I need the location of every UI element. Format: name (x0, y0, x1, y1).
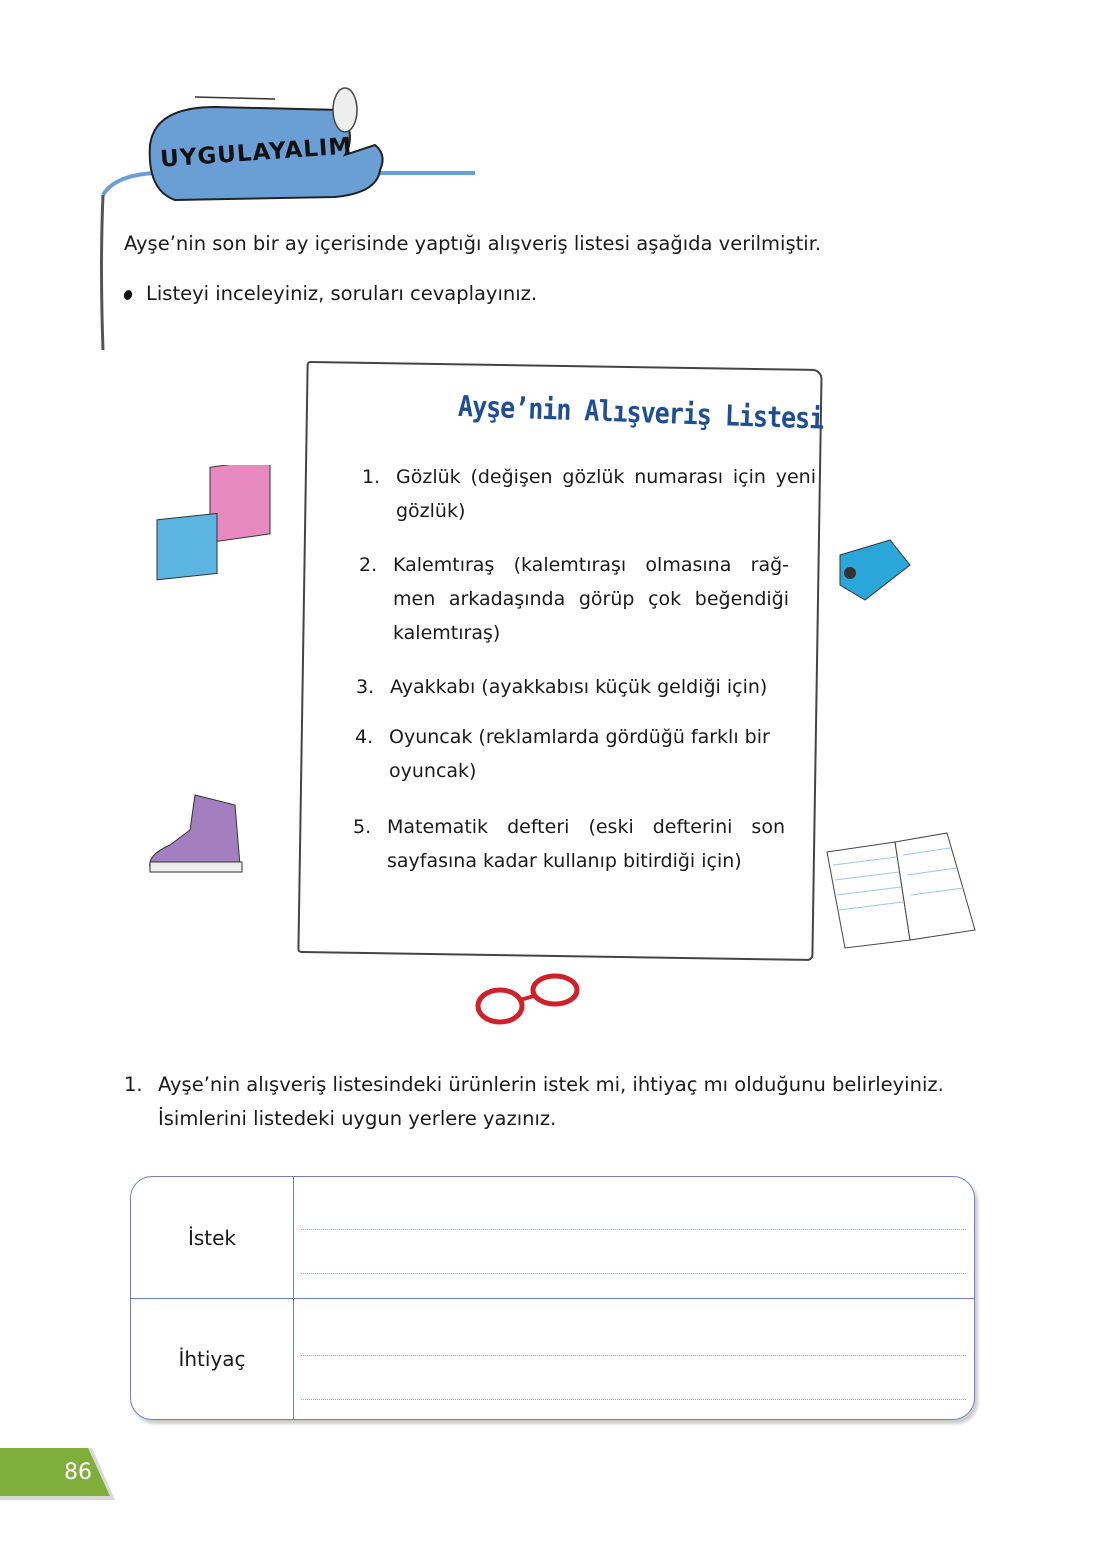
item-text: Gözlük (değişen gözlük numarası için yeni gözlük) (396, 466, 816, 522)
item-number: 1. (362, 466, 381, 488)
question-number: 1. (124, 1073, 143, 1096)
pencil-character-icon (333, 88, 357, 132)
sneaker-icon (145, 790, 250, 880)
writing-line[interactable] (301, 1399, 966, 1400)
question-1 (124, 1068, 988, 1136)
list-item (362, 460, 816, 528)
page-number: 86 (64, 1460, 92, 1485)
list-item (359, 548, 789, 650)
banner-graphic (95, 85, 485, 355)
item-text: Matematik defteri (eski defterini son sayfasına kadar kullanıp bitirdiği için) (387, 816, 785, 872)
sharpener-icon (835, 535, 915, 605)
instruction-text: Listeyi inceleyiniz, soruları cevaplayınız. (146, 282, 538, 305)
banner-title: UYGULAYALIM (159, 133, 354, 173)
list-item (353, 810, 785, 878)
answer-row-ihtiyac (131, 1298, 974, 1419)
answer-row-istek (131, 1177, 974, 1298)
answer-table (130, 1176, 975, 1420)
row-label: İstek (131, 1177, 294, 1298)
bullet-icon (123, 289, 134, 301)
writing-line[interactable] (301, 1355, 966, 1356)
list-item (356, 670, 790, 704)
row-label: İhtiyaç (131, 1299, 294, 1419)
toy-blocks-icon (155, 465, 277, 585)
list-item (355, 720, 789, 788)
writing-line[interactable] (301, 1229, 966, 1230)
item-number: 4. (355, 726, 374, 748)
glasses-icon (470, 968, 585, 1028)
question-text: Ayşe’nin alışveriş listesindeki ürünlerin istek mi, ihtiyaç mı olduğunu belirleyiniz. İsimlerini listedeki uygun yerlere yazınız. (158, 1073, 944, 1130)
instruction (124, 282, 537, 305)
writing-line[interactable] (301, 1273, 966, 1274)
item-number: 3. (356, 676, 375, 698)
page-number-tab (0, 1448, 115, 1500)
item-text: Kalemtıraş (kalemtıraşı olmasına rağ-men arkadaşında görüp çok beğendiği kalemtıraş) (393, 554, 789, 644)
notebook-icon (825, 830, 980, 955)
item-text: Oyuncak (reklamlarda gördüğü farklı bir oyuncak) (389, 726, 770, 782)
item-number: 5. (353, 816, 372, 838)
intro-text: Ayşe’nin son bir ay içerisinde yaptığı alışveriş listesi aşağıda verilmiştir. (124, 232, 822, 255)
item-number: 2. (359, 554, 378, 576)
shopping-list-title: Ayşe’nin Alışveriş Listesi (457, 389, 824, 436)
item-text: Ayakkabı (ayakkabısı küçük geldiği için) (390, 676, 768, 698)
